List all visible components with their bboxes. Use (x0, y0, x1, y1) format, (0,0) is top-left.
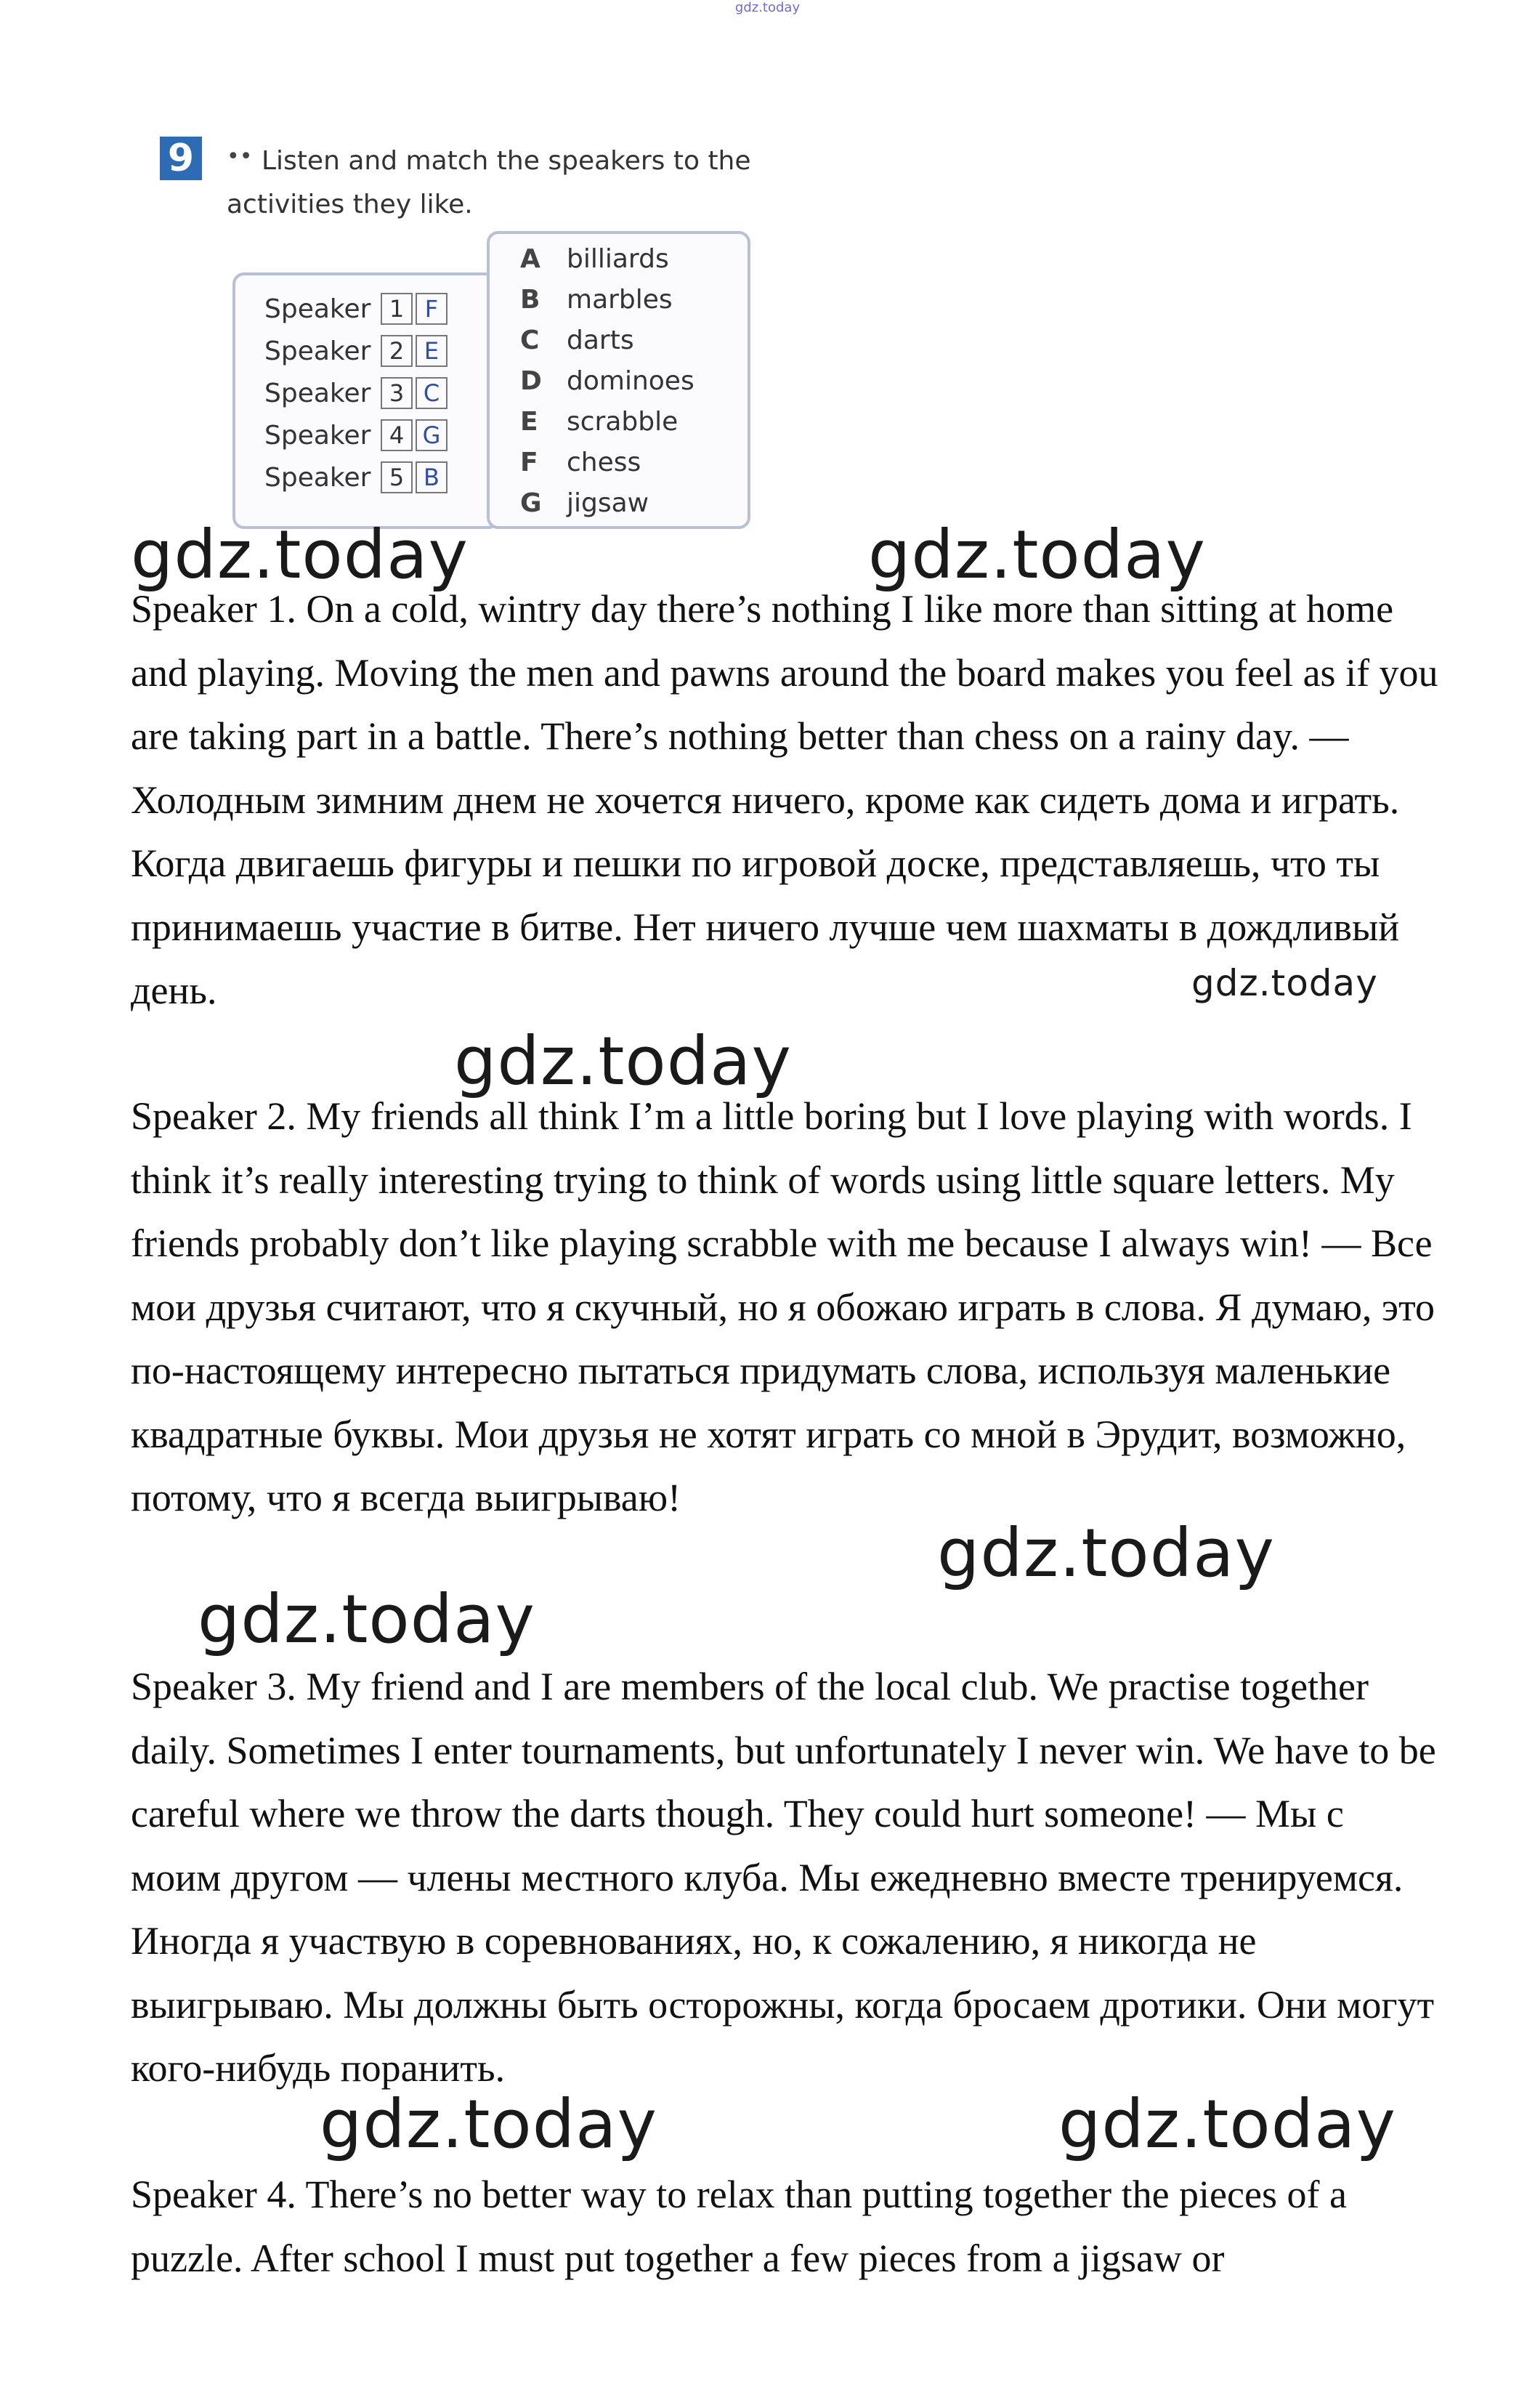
watermark: gdz.today (1191, 962, 1378, 1004)
activity-name: jigsaw (567, 488, 649, 518)
speaker-answer: E (416, 335, 447, 367)
activity-item (520, 320, 634, 360)
activity-letter: G (520, 488, 542, 518)
speaker-label: Speaker (264, 420, 371, 451)
activity-name: dominoes (567, 365, 694, 396)
activity-letter: E (520, 406, 538, 437)
activity-item (520, 442, 641, 482)
speaker-answer: F (416, 293, 447, 325)
speaker-number: 1 (381, 293, 413, 325)
speaker-label: Speaker (264, 378, 371, 408)
activity-name: marbles (567, 284, 673, 315)
watermark: gdz.today (454, 1022, 792, 1100)
activity-item (520, 360, 694, 401)
activity-name: darts (567, 325, 634, 355)
activity-item (520, 482, 649, 523)
exercise-number: 9 (160, 137, 202, 180)
activity-item (520, 238, 669, 279)
watermark: gdz.today (198, 1580, 535, 1658)
watermark: gdz.today (320, 2085, 657, 2163)
speaker-row (264, 332, 447, 370)
speaker-answer: C (416, 377, 447, 409)
exercise-instruction: Listen and match the speakers to the activities they like. (227, 146, 751, 219)
speaker-row (264, 458, 447, 496)
watermark: gdz.today (937, 1514, 1275, 1592)
speaker-number: 2 (381, 335, 413, 367)
activity-letter: D (520, 365, 542, 396)
activity-letter: C (520, 325, 540, 355)
speaker-1-paragraph: Speaker 1. On a cold, wintry day there’s nothing I like more than sitting at home and playing. Moving the men and pawns around the board makes you feel as if you are taking part in a battle. There’s nothing better than chess on a rainy day. — Холодным зимним днем не хочется ничего, кроме как сидеть дома и играть. Когда двигаешь фигуры и пешки по игровой доске, представляешь, что ты принимаешь участие в битве. Нет ничего лучше чем шахматы в дождливый день. (131, 587, 1438, 1012)
activity-item (520, 279, 673, 320)
speaker-3-paragraph: Speaker 3. My friend and I are members of the local club. We practise together daily. Sometimes I enter tournaments, but unfortunately I never win. We have to be careful where we throw the darts though. They could hurt someone! — Мы с моим другом — члены местного клуба. Мы ежедневно вместе тренируемся. Иногда я участвую в соревнованиях, но, к сожалению, я никогда не выигрываю. Мы должны быть осторожны, когда бросаем дротики. Они могут кого-нибудь поранить. (131, 1665, 1436, 2090)
activity-name: chess (567, 447, 641, 477)
headphones-icon: •• (227, 144, 253, 169)
activity-name: scrabble (567, 406, 679, 437)
activity-name: billiards (567, 243, 669, 274)
speaker-label: Speaker (264, 462, 371, 493)
speaker-answer: G (416, 419, 447, 451)
top-watermark: gdz.today (734, 0, 801, 15)
speaker-number: 5 (381, 461, 413, 493)
activity-letter: F (520, 447, 538, 477)
activity-letter: A (520, 243, 540, 274)
activity-item (520, 401, 678, 442)
speaker-row (264, 290, 447, 328)
activity-list (487, 231, 750, 529)
speaker-4-paragraph: Speaker 4. There’s no better way to relax than putting together the pieces of a puzzle. After school I must put together a few pieces from a jigsaw or (131, 2173, 1347, 2280)
speaker-list (232, 272, 500, 529)
speaker-row (264, 374, 447, 412)
watermark: gdz.today (868, 516, 1206, 594)
watermark: gdz.today (1058, 2085, 1396, 2163)
speaker-2-paragraph: Speaker 2. My friends all think I’m a little boring but I love playing with words. I think it’s really interesting trying to think of words using little square letters. My friends probably don’t like playing scrabble with me because I always win! — Все мои друзья считают, что я скучный, но я обожаю играть в слова. Я думаю, это по-настоящему интересно пытаться придумать слова, используя маленькие квадратные буквы. Мои друзья не хотят играть со мной в Эрудит, возможно, потому, что я всегда выигрываю! (131, 1094, 1435, 1519)
speaker-answer: B (416, 461, 447, 493)
speaker-label: Speaker (264, 294, 371, 324)
speaker-label: Speaker (264, 336, 371, 366)
activity-letter: B (520, 284, 540, 315)
speaker-number: 4 (381, 419, 413, 451)
exercise-panel (160, 131, 814, 538)
watermark: gdz.today (131, 516, 469, 594)
speaker-row (264, 416, 447, 454)
speaker-number: 3 (381, 377, 413, 409)
